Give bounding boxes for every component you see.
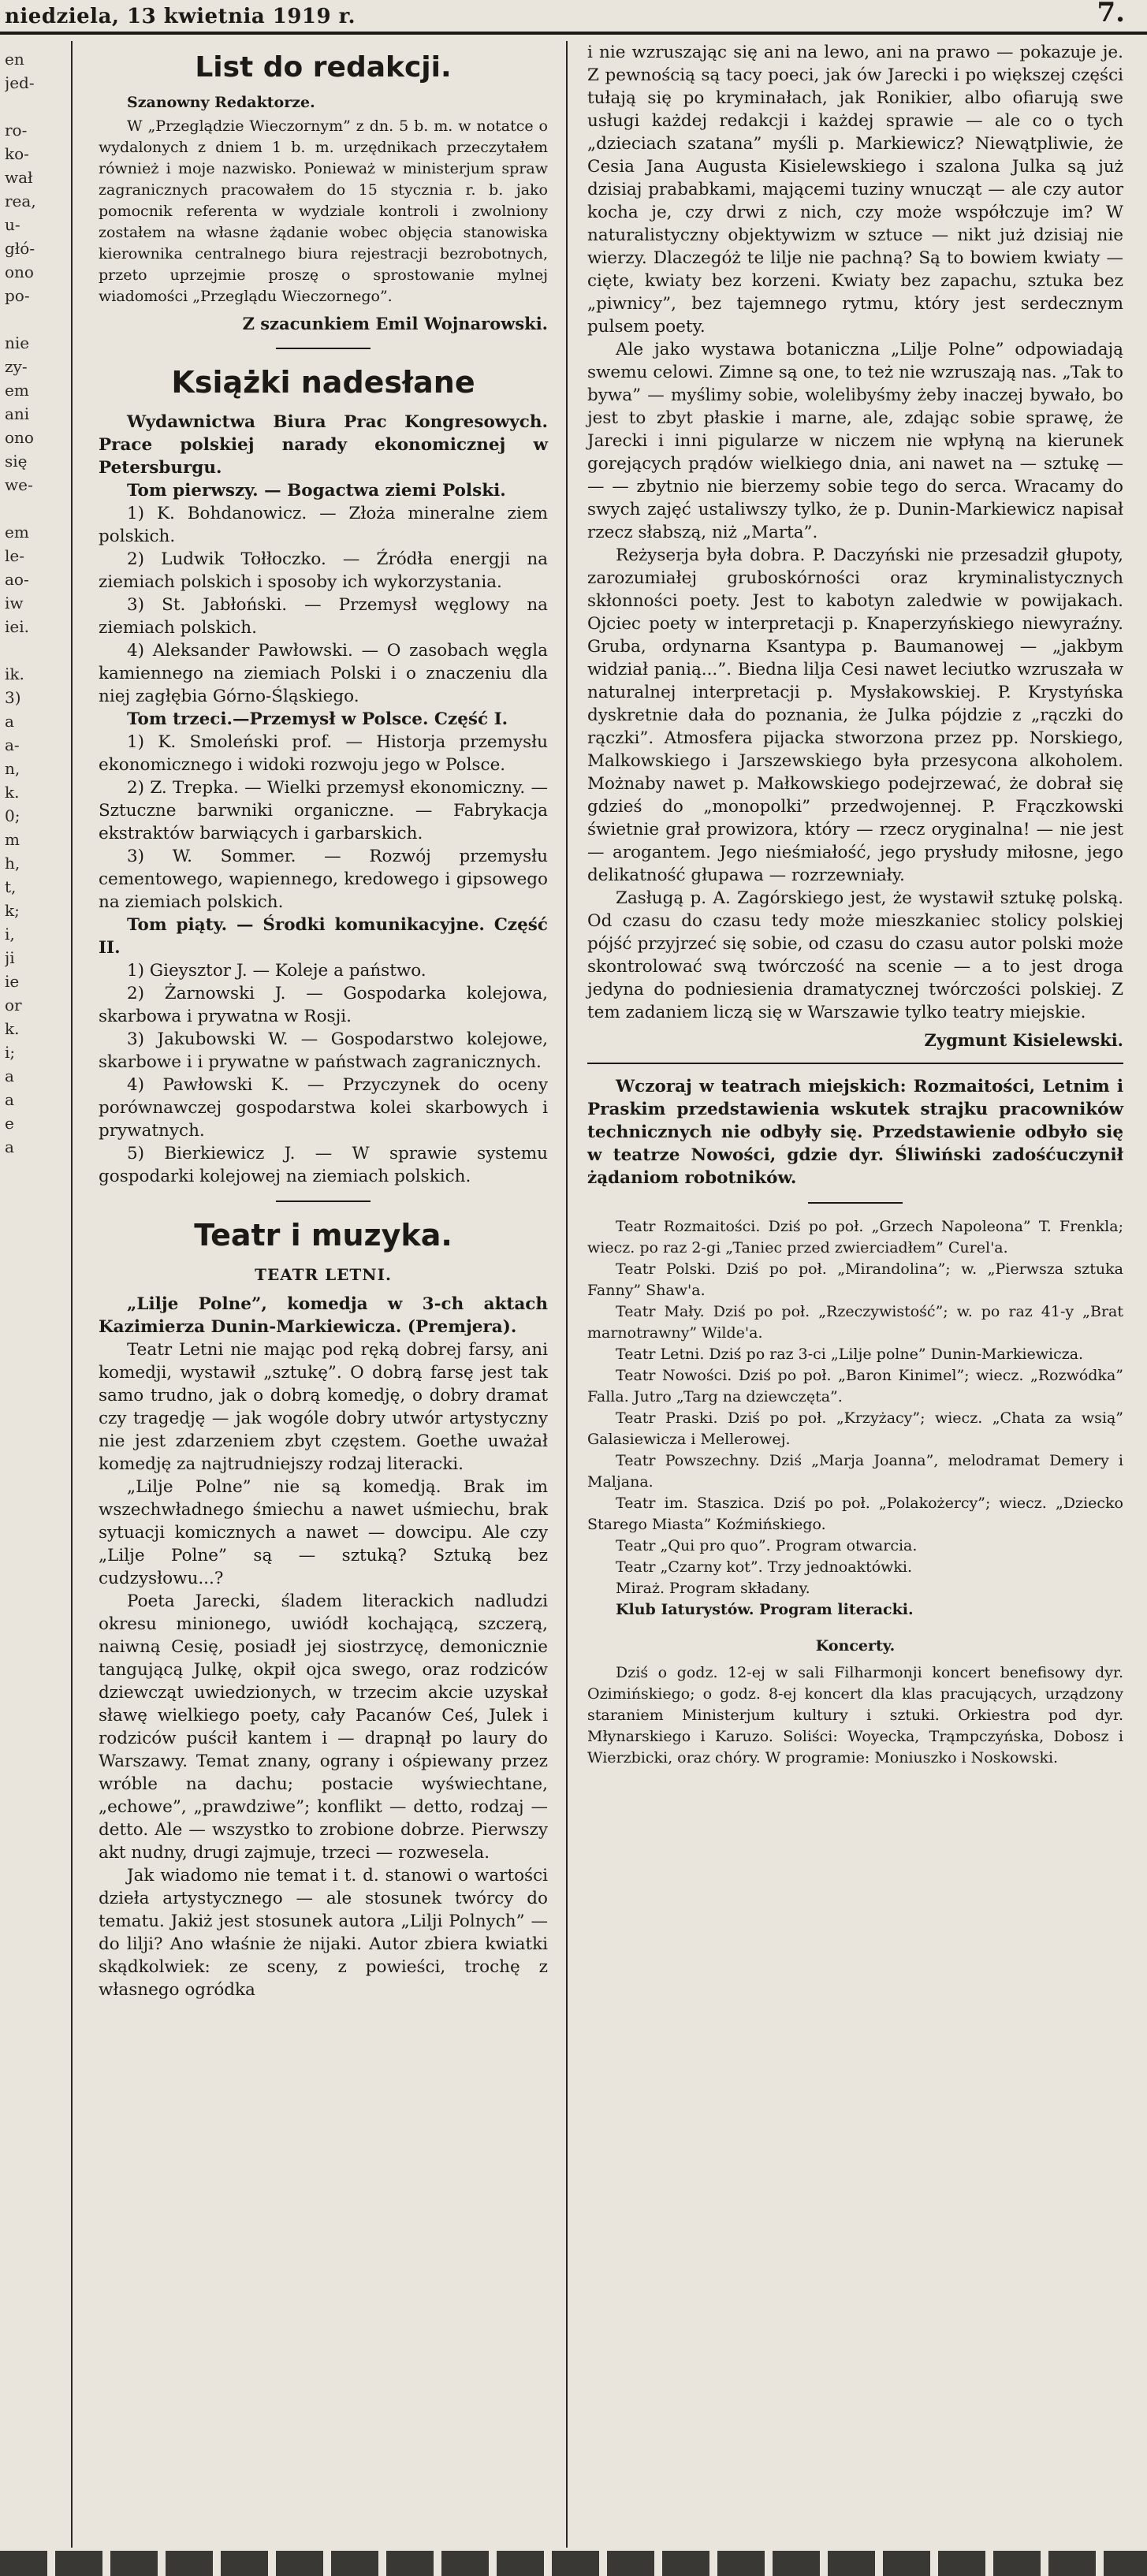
section-divider xyxy=(276,348,371,349)
books-intro: Wydawnictwa Biura Prac Kongresowych. Prace polskiej narady ekonomicznej w Petersburgu. xyxy=(99,412,548,478)
fragment-gap xyxy=(5,95,44,118)
column-rule-left xyxy=(71,41,73,2548)
fragment-word: a xyxy=(5,1090,14,1109)
fragment-word: ono xyxy=(5,428,34,447)
fragment-word: ao- xyxy=(5,570,29,589)
fragment-word: się xyxy=(5,452,28,471)
repertoire-item: Teatr Mały. Dziś po poł. „Rzeczywistość”; w. po raz 41-y „Brat marnotrawny” Wilde'a. xyxy=(587,1303,1123,1342)
books-item: 2) Ludwik Tołłoczko. — Źródła energji na ziemiach polskich i sposoby ich wykorzystania. xyxy=(99,549,548,592)
books-item: 3) St. Jabłoński. — Przemysł węglowy na ziemiach polskich. xyxy=(99,595,548,638)
books-item: 1) Gieysztor J. — Koleje a państwo. xyxy=(127,961,426,981)
right-column xyxy=(587,41,1123,1769)
fragment-word: ani xyxy=(5,404,30,423)
column-rule-middle xyxy=(566,41,568,2548)
fragment-gap xyxy=(5,638,44,662)
books-item: 5) Bierkiewicz J. — W sprawie systemu gospodarki kolejowej na ziemiach polskich. xyxy=(99,1144,548,1186)
review-paragraph: „Lilje Polne” nie są komedją. Brak im wszechwładnego śmiechu a nawet uśmiechu, brak sytuacji komicznych a nawet — dowcipu. Ale czy „Lilje Polne” są — sztuką? Sztuką bez cudzysłowu...? xyxy=(99,1477,548,1588)
fragment-word: or xyxy=(5,996,22,1014)
fragment-word: iw xyxy=(5,594,24,612)
fragment-word: po- xyxy=(5,286,30,305)
repertoire-item: Teatr Nowości. Dziś po poł. „Baron Kinimel”; wiecz. „Rozwódka” Falla. Jutro „Targ na dziewczęta”. xyxy=(587,1367,1123,1405)
fragment-word: jed- xyxy=(5,73,35,92)
repertoire-item: Klub Iaturystów. Program literacki. xyxy=(616,1601,914,1618)
fragment-word: k. xyxy=(5,783,20,802)
books-item: Tom piąty. — Środki komunikacyjne. Część II. xyxy=(99,915,548,958)
review-paragraph: Reżyserja była dobra. P. Daczyński nie przesadził głupoty, zarozumiałej gruboskórności oraz kryminalistycznych skłonności poety. Jest to kabotyn zaledwie w powijakach. Ojciec poety w interpretacji p. Knaperzyńskiego niewyraźny. Gruba, ordynarna Ksantypa p. Baumanowej — „jakbym widział panią...”. Biedna lilja Cesi nawet leciutko wzruszała w naturalnej interpretacji p. Mysłakowskiej. P. Krystyńska dyskretnie dała do poznania, że Julka pójdzie z „rączki do rączki”. Atmosfera pijacka stworzona przez pp. Norskiego, Malkowskiego i Jarszewskiego była przesycona alkoholem. Możnaby nawet p. Małkowskiego podejrzewać, że dobrał się gdzieś do „monopolki” przedwojennej. P. Frączkowski świetnie grał prowizora, który — rzecz oryginalna! — nie jest — arogantem. Jego nieśmiałość, jego prysłudy miłosne, jego delikatność głupawa — rozrzewniały. xyxy=(587,545,1123,885)
fragment-word: nie xyxy=(5,333,30,352)
fragment-word: zy- xyxy=(5,357,28,376)
fragment-word: em xyxy=(5,523,29,542)
books-item: Tom pierwszy. — Bogactwa ziemi Polski. xyxy=(127,481,506,501)
review-paragraph: Poeta Jarecki, śladem literackich nadludzi okresu minionego, uwiódł kochającą, szczerą, naiwną Cesię, posiadł jej siostrzycę, demonicznie tangującą Julkę, okpił ojca swego, oraz rodziców dziewcząt uwiedzionych, w trzecim akcie uzyskał sławę wielkiego poety, cały Pacanów Ceś, Julek i rodziców puścił kantem i — drapnął po laury do Warszawy. Temat znany, ograny i ośpiewany przez wróble na dachu; postacie wyświechtane, „echowe”, „prawdziwe”; konflikt — detto, rodzaj — detto. Ale — wszystko to zrobione dobrze. Pierwszy akt nudny, drugi zajmuje, trzeci — rozwesela. xyxy=(99,1591,548,1863)
repertoire-item: Teatr Polski. Dziś po poł. „Mirandolina”; w. „Pierwsza sztuka Fanny” Shaw'a. xyxy=(587,1260,1123,1299)
books-item: 1) K. Bohdanowicz. — Złoża mineralne ziem polskich. xyxy=(99,504,548,546)
fragment-gap xyxy=(5,307,44,331)
fragment-word: rea, xyxy=(5,192,36,210)
fragment-word: wał xyxy=(5,168,33,187)
fragment-word: e xyxy=(5,1114,14,1133)
repertoire-item: Teatr Rozmaitości. Dziś po poł. „Grzech Napoleona” T. Frenkla; wiecz. po raz 2-gi „Taniec przed zwierciadłem” Curel'a. xyxy=(587,1218,1123,1256)
repertoire-item: Teatr im. Staszica. Dziś po poł. „Polakożercy”; wiecz. „Dziecko Starego Miasta” Koźmińskiego. xyxy=(587,1495,1123,1533)
letter-title: List do redakcji. xyxy=(195,51,452,84)
theatre-news: Wczoraj w teatrach miejskich: Rozmaitości, Letnim i Praskim przedstawienia wskutek strajku pracowników technicznych nie odbyły się. Przedstawienie odbyło się w teatrze Nowości, gdzie dyr. Śliwiński zadośćuczynił żądaniom robotników. xyxy=(587,1077,1123,1188)
fragment-word: 3) xyxy=(5,688,21,707)
repertoire-item: Teatr „Qui pro quo”. Program otwarcia. xyxy=(616,1537,918,1554)
books-item: 2) Z. Trepka. — Wielki przemysł ekonomiczny. — Sztuczne barwniki organiczne. — Fabrykacja ekstraktów barwiących i garbarskich. xyxy=(99,778,548,843)
repertoire-list xyxy=(587,1216,1123,1621)
fragment-word: a xyxy=(5,1067,14,1085)
theatre-subtitle: TEATR LETNI. xyxy=(255,1265,392,1284)
letter-salutation: Szanowny Redaktorze. xyxy=(127,94,315,111)
fragment-word: u- xyxy=(5,215,20,234)
fragment-word: i, xyxy=(5,925,15,944)
review-paragraph: Zasługą p. A. Zagórskiego jest, że wystawił sztukę polską. Od czasu do czasu tedy może mieszkaniec stolicy polskiej pójść przyjrzeć się sobie, od czasu do czasu autor polski może skontrolować swą twórczość na scenie — a to jest droga jedyna do podniesienia dramatycznej twórczości polskiej. Z tem zadaniem liczą się w Warszawie tylko teatry miejskie. xyxy=(587,888,1123,1022)
page-header xyxy=(0,0,1147,35)
fragment-word: ik. xyxy=(5,664,24,683)
fragment-word: t, xyxy=(5,877,17,896)
review-paragraph: Teatr Letni nie mając pod ręką dobrej farsy, ani komedji, wystawił „sztukę”. O dobrą farsę jest tak samo trudno, jak o dobrą komedję, o dobry dramat czy tragedję — jak wogóle dobry utwór artystyczny nie jest zdarzeniem zbyt częstem. Goethe uważał komedję za najtrudniejszy rodzaj literacki. xyxy=(99,1340,548,1474)
fragment-word: 0; xyxy=(5,806,20,825)
repertoire-item: Teatr Powszechny. Dziś „Marja Joanna”, melodramat Demery i Maljana. xyxy=(587,1452,1123,1491)
previous-column-fragments xyxy=(5,47,44,1159)
fragment-word: a xyxy=(5,1137,14,1156)
books-item: 1) K. Smoleński prof. — Historja przemysłu ekonomicznego i widoki rozwoju jego w Polsce. xyxy=(99,732,548,775)
fragment-gap xyxy=(5,497,44,520)
repertoire-item: Teatr Praski. Dziś po poł. „Krzyżacy”; wiecz. „Chata za wsią” Galasiewicza i Mellerowej. xyxy=(587,1409,1123,1448)
section-divider xyxy=(587,1063,1123,1064)
fragment-word: ji xyxy=(5,948,15,967)
issue-date: niedziela, 13 kwietnia 1919 r. xyxy=(5,5,356,28)
section-divider xyxy=(276,1201,371,1202)
fragment-word: le- xyxy=(5,546,24,565)
next-page-masthead-fragment xyxy=(0,2551,1147,2576)
fragment-word: ro- xyxy=(5,121,28,140)
fragment-word: n, xyxy=(5,759,20,778)
fragment-word: a- xyxy=(5,735,20,754)
fragment-word: k; xyxy=(5,901,20,920)
fragment-word: we- xyxy=(5,475,33,494)
fragment-word: ko- xyxy=(5,144,29,163)
letter-closing: Z szacunkiem Emil Wojnarowski. xyxy=(242,314,548,333)
repertoire-item: Teatr Letni. Dziś po raz 3-ci „Lilje polne” Dunin-Markiewicza. xyxy=(616,1346,1084,1363)
repertoire-item: Teatr „Czarny kot”. Trzy jednoaktówki. xyxy=(616,1558,913,1576)
fragment-word: ono xyxy=(5,262,34,281)
fragment-word: em xyxy=(5,381,29,400)
fragment-word: ie xyxy=(5,972,20,991)
books-item: 4) Aleksander Pawłowski. — O zasobach węgla kamiennego na ziemiach Polski i o znaczeniu dla niej zagłębia Górno-Śląskiego. xyxy=(99,641,548,706)
concerts-title: Koncerty. xyxy=(815,1637,896,1655)
fragment-word: iei. xyxy=(5,617,29,636)
books-item: 2) Żarnowski J. — Gospodarka kolejowa, skarbowa i prywatna w Rosji. xyxy=(99,984,548,1026)
fragment-word: h, xyxy=(5,854,20,873)
review-signature: Zygmunt Kisielewski. xyxy=(924,1030,1123,1050)
books-item: 4) Pawłowski K. — Przyczynek do oceny porównawczej gospodarstwa kolei skarbowych i prywatnych. xyxy=(99,1075,548,1141)
books-item: 3) W. Sommer. — Rozwój przemysłu cementowego, wapiennego, kredowego i gipsowego na ziemiach polskich. xyxy=(99,847,548,912)
fragment-word: k. xyxy=(5,1019,20,1038)
books-item: Tom trzeci.—Przemysł w Polsce. Część I. xyxy=(127,709,508,729)
fragment-word: głó- xyxy=(5,239,35,258)
section-divider xyxy=(808,1202,903,1204)
middle-column xyxy=(99,41,548,2001)
page-number: 7. xyxy=(1097,0,1125,28)
letter-body: W „Przeglądzie Wieczornym” z dn. 5 b. m. w notatce o wydalonych z dniem 1 b. m. urzędnikach przeczytałem również i moje nazwisko. Ponieważ w ministerjum spraw zagranicznych pracowałem do 15 stycznia r. b. jako pomocnik referenta w wydziale kontroli i zwolniony zostałem na własne żądanie wobec objęcia stanowiska kierownika centralnego biura rejestracji bezrobotnych, przeto uprzejmie proszę o sprostowanie mylnej wiadomości „Przeglądu Wieczornego”. xyxy=(99,117,548,305)
theatre-title: Teatr i muzyka. xyxy=(194,1218,452,1253)
fragment-word: i; xyxy=(5,1043,16,1062)
review-continued: i nie wzruszając się ani na lewo, ani na prawo — pokazuje je. Z pewnością są tacy poeci, jak ów Jarecki i po większej części tułają się po kryminałach, jak Ronikier, albo ofiarują swe usługi każdej redakcji i każdej sprawie — ale co o tych „dzieciach szatana” myśli p. Markiewicz? Niewątpliwie, że Cesia Jana Augusta Kisielewskiego i szalona Julka są już dzisiaj prababkami, mającemi tuziny wnucząt — ale czy autor kocha je, czy drwi z nich, czy może współczuje im? W naturalistyczny objektywizm w sztuce — nikt już dzisiaj nie wierzy. Dlaczegóż te lilje nie pachną? Są to bowiem kwiaty — cięte, kwiaty bez korzeni. Kwiaty bez zapachu, sztuka bez „piwnicy”, bez tajemnego rytmu, który jest serdecznym pulsem poety. xyxy=(587,43,1123,337)
fragment-word: a xyxy=(5,712,14,731)
books-list xyxy=(99,479,548,1188)
review-paragraph: Jak wiadomo nie temat i t. d. stanowi o wartości dzieła artystycznego — ale stosunek twórcy do tematu. Jakiż jest stosunek autora „Lilji Polnych” — do lilji? Ano właśnie że nijaki. Autor zbiera kwiatki skądkolwiek: ze sceny, z powieści, trochę z własnego ogródka xyxy=(99,1866,548,2000)
books-title: Książki nadesłane xyxy=(171,365,475,400)
concerts-body: Dziś o godz. 12-ej w sali Filharmonji koncert benefisowy dyr. Ozimińskiego; o godz. 8-ej koncert dla klas pracujących, urządzony staraniem Ministerjum kultury i sztuki. Orkiestra pod dyr. Młynarskiego i Karuzo. Soliści: Woyecka, Trąmpczyńska, Dobosz i Wierzbicki, oraz chóry. W programie: Moniuszko i Noskowski. xyxy=(587,1664,1123,1766)
fragment-word: en xyxy=(5,50,24,69)
review-lead: „Lilje Polne”, komedja w 3-ch aktach Kazimierza Dunin-Markiewicza. (Premjera). xyxy=(99,1294,548,1337)
books-item: 3) Jakubowski W. — Gospodarstwo kolejowe, skarbowe i i prywatne w państwach zagranicznych. xyxy=(99,1029,548,1072)
review-paragraph: Ale jako wystawa botaniczna „Lilje Polne” odpowiadają swemu celowi. Zimne są one, to też nie wzruszają nas. „Tak to bywa” — myślimy sobie, wolelibyśmy żeby inaczej bywało, bo jest to zbyt płaskie i marne, ale, zdając sobie sprawę, że Jarecki i inni pigularze w niczem nie wpłyną na kierunek gorejących prądów wielkiego dnia, ani nawet na — sztukę — — — zbytnio nie bierzemy sobie tego do serca. Wracamy do swych zajęć ustaliwszy tylko, że p. Dunin-Markiewicz napisał rzecz słabszą, niż „Marta”. xyxy=(587,340,1123,542)
repertoire-item: Miraż. Program składany. xyxy=(616,1580,810,1597)
fragment-word: m xyxy=(5,830,20,849)
